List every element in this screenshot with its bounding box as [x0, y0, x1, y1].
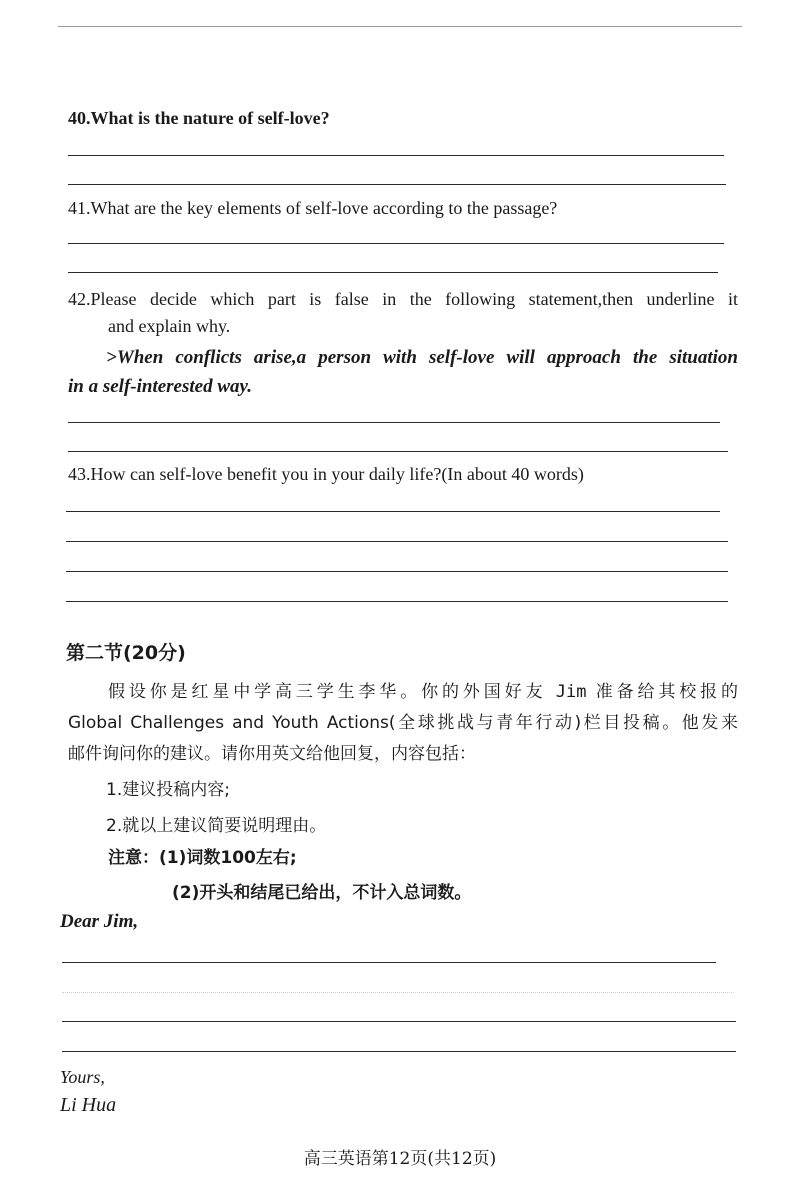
letter-greeting: Dear Jim, [60, 911, 139, 932]
letter-line-1[interactable] [62, 962, 716, 963]
section-2-item-2: 2.就以上建议简要说明理由。 [106, 816, 327, 836]
answer-line-41-2[interactable] [68, 272, 718, 273]
question-42-statement-line1: >When conflicts arise,a person with self-love will approach the situation [106, 347, 738, 368]
answer-line-43-4[interactable] [66, 601, 728, 602]
para-line1-start: 假设你是红星中学高三学生李华。你的外国好友 [108, 682, 547, 702]
section-2-item-1: 1.建议投稿内容; [106, 780, 230, 800]
para-line1-end: 准备给其校报的 [595, 682, 739, 702]
answer-line-40-2[interactable] [68, 184, 726, 185]
section-2-paragraph-line3: 邮件询问你的建议。请你用英文给他回复，内容包括： [68, 744, 476, 764]
question-41: 41.What are the key elements of self-love according to the passage? [68, 198, 558, 218]
section-2-note-2: (2)开头和结尾已给出，不计入总词数。 [172, 883, 472, 903]
answer-line-42-1[interactable] [68, 422, 720, 423]
answer-line-40-1[interactable] [68, 155, 724, 156]
answer-line-43-3[interactable] [66, 571, 728, 572]
answer-line-41-1[interactable] [68, 243, 724, 244]
answer-line-42-2[interactable] [68, 451, 728, 452]
question-43: 43.How can self-love benefit you in your daily life?(In about 40 words) [68, 464, 584, 484]
section-2-note-1: 注意：(1)词数100左右; [108, 848, 297, 868]
question-40: 40.What is the nature of self-love? [68, 108, 330, 128]
section-2-title: 第二节(20分) [66, 642, 186, 664]
letter-line-4[interactable] [62, 1051, 736, 1052]
section-2-paragraph-line1 [108, 681, 738, 703]
page-top-rule [58, 26, 742, 27]
letter-line-3[interactable] [62, 1021, 736, 1022]
letter-signature: Li Hua [60, 1094, 117, 1116]
page-footer: 高三英语第12页(共12页) [303, 1149, 497, 1169]
letter-closing: Yours, [60, 1067, 105, 1087]
section-2-paragraph-line2: Global Challenges and Youth Actions(全球挑战与青年行动)栏目投稿。他发来 [68, 713, 738, 733]
question-42-statement-line2: in a self-interested way. [68, 376, 252, 397]
letter-line-2[interactable] [62, 992, 734, 993]
para-name-jim: Jim [555, 682, 587, 702]
answer-line-43-2[interactable] [66, 541, 728, 542]
question-42-line1: 42.Please decide which part is false in the following statement,then underline it [68, 289, 738, 309]
question-42-line2: and explain why. [108, 316, 231, 336]
answer-line-43-1[interactable] [66, 511, 720, 512]
